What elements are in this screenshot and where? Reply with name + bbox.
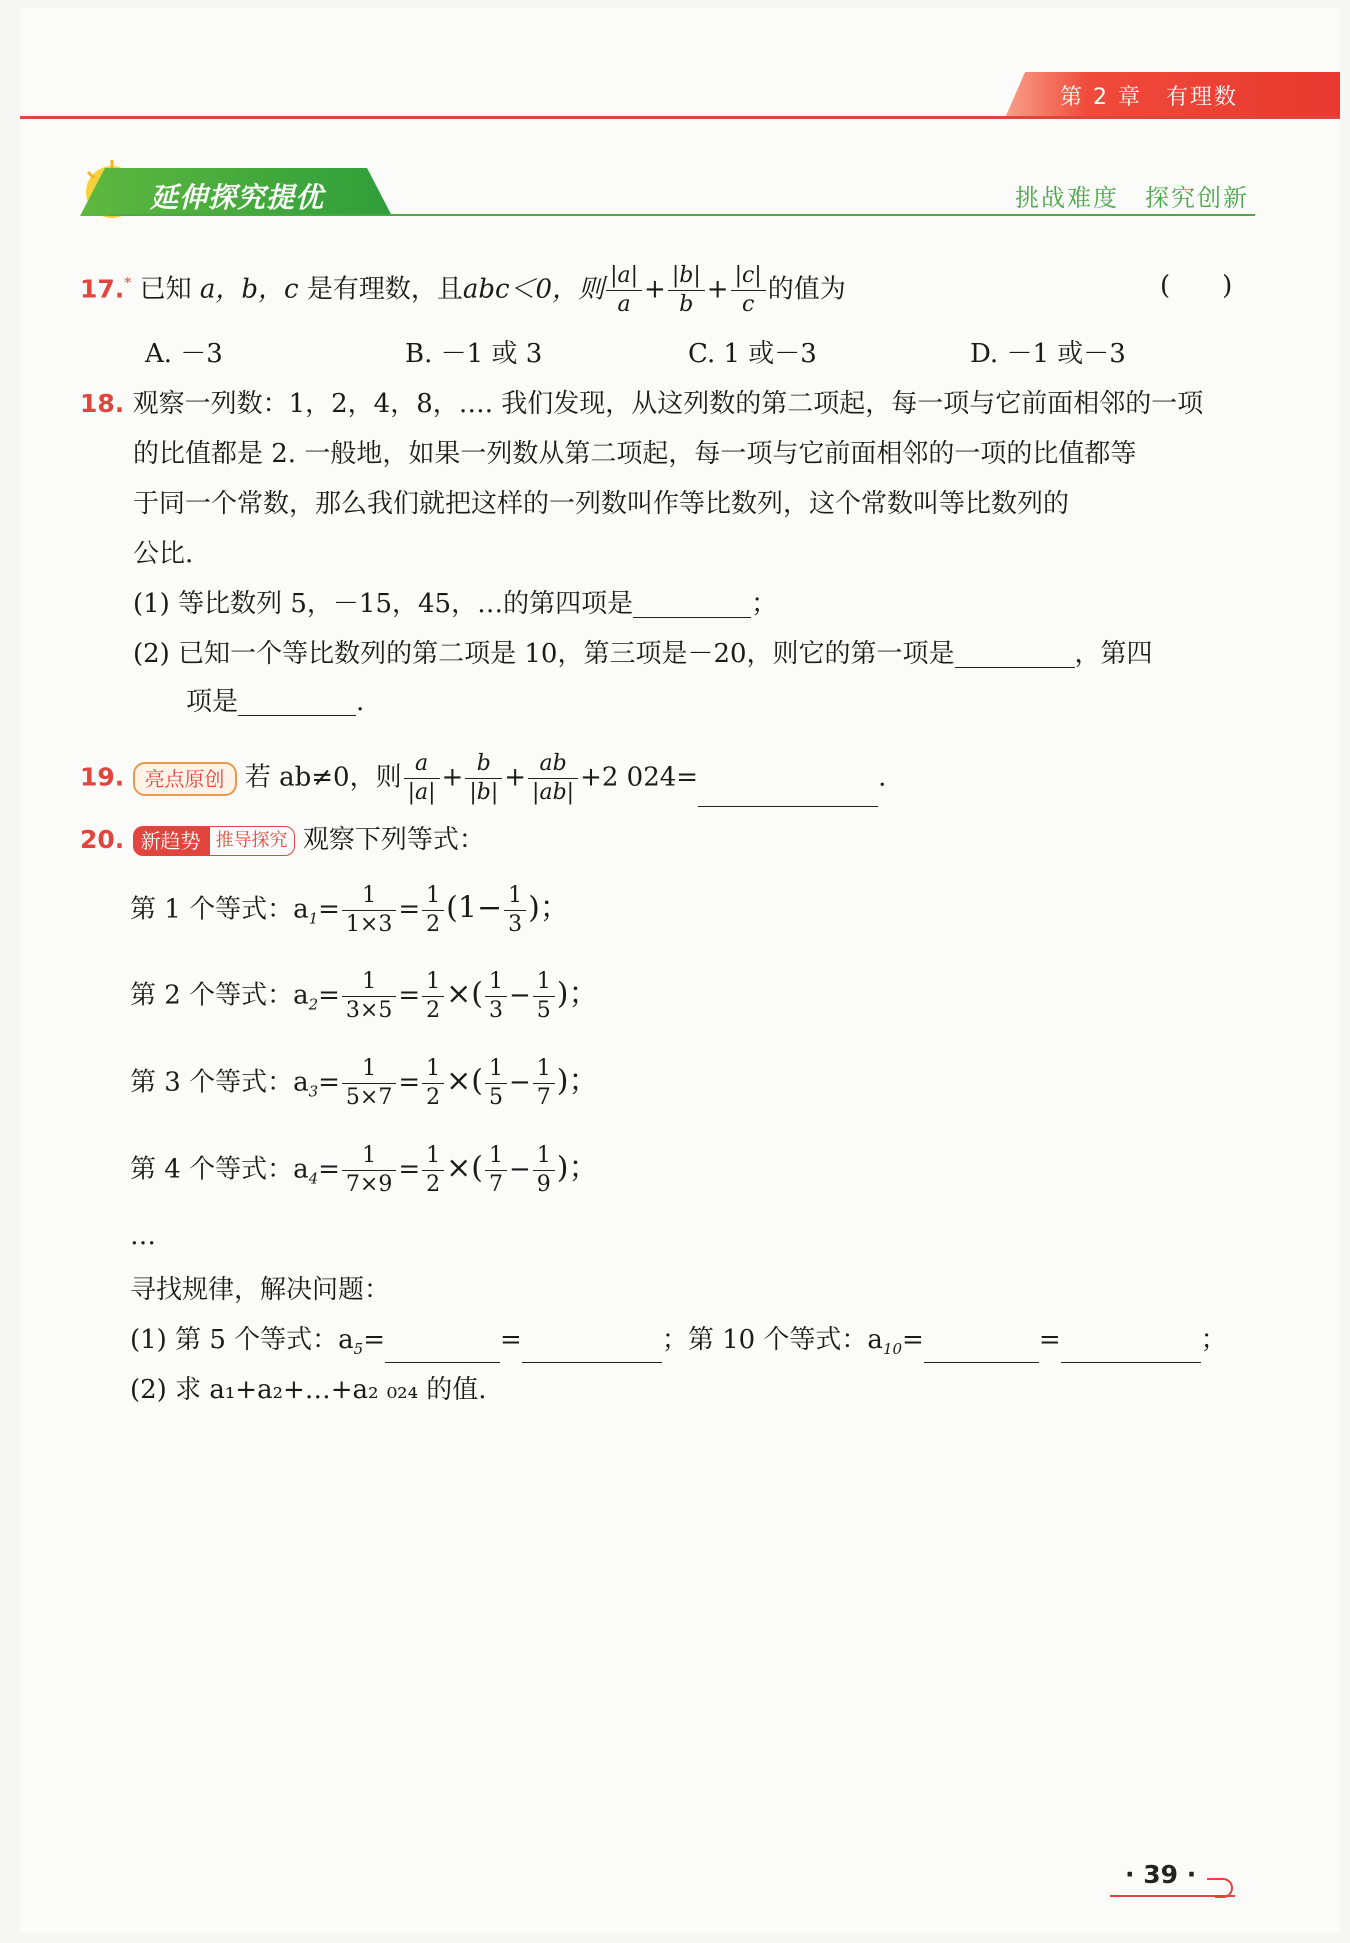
question-18: [80, 390, 1203, 418]
curl-icon: [1205, 1875, 1235, 1899]
answer-blank[interactable]: [1061, 1338, 1201, 1363]
fraction: $\frac{|c|}{c}$: [731, 262, 766, 319]
equation-2: 第 2 个等式：$a_2=$ $\frac{1}{3\times 5}$ = $\frac{1}{2}$ ×( $\frac{1}{3}$ − $\frac{1}{5}$ )；: [130, 969, 599, 1023]
question-number: 18.: [80, 389, 125, 418]
option-b: B. －1 或 3: [405, 339, 543, 369]
fraction: $\frac{1}{3}$: [485, 968, 507, 1025]
question-19: 19. 亮点原创 若 ab≠0，则 $\frac{a}{|a|}$ + $\frac{b}{|b|}$ + $\frac{ab}{|ab|}$ +2 024= .: [80, 751, 887, 805]
section-title: 延伸探究提优: [150, 181, 325, 214]
explore-tag: 推导探究: [209, 826, 295, 856]
chapter-title: 第 2 章 有理数: [1060, 85, 1238, 110]
fraction: $\frac{1}{2}$: [422, 882, 444, 939]
q18-line: 公比.: [133, 539, 194, 569]
fraction: $\frac{1}{9}$: [533, 1142, 555, 1199]
question-20: [80, 826, 485, 856]
fraction: $\frac{1}{5}$: [533, 968, 555, 1025]
question-number: 19.: [80, 762, 125, 792]
trend-tag: 新趋势: [133, 826, 209, 856]
original-tag: 亮点原创: [133, 762, 237, 796]
answer-blank[interactable]: [698, 782, 878, 807]
q20-sub1: (1) 第 5 个等式：$a_5=$ = ；第 10 个等式：$a_{10}=$ = ；: [130, 1326, 1227, 1363]
option-a: A. －3: [145, 339, 223, 369]
section-rule: [110, 214, 1255, 216]
q18-sub1: (1) 等比数列 5，－15，45，…的第四项是 ；: [133, 589, 778, 619]
answer-blank[interactable]: [385, 1338, 500, 1363]
equation-3: 第 3 个等式：$a_3=$ $\frac{1}{5\times 7}$ = $\frac{1}{2}$ ×( $\frac{1}{5}$ − $\frac{1}{7}$ )；: [130, 1056, 599, 1110]
q18-sub2: (2) 已知一个等比数列的第二项是 10，第三项是－20，则它的第一项是 ，第四: [133, 639, 1153, 669]
fraction: $\frac{|a|}{a}$: [606, 262, 642, 319]
fraction: $\frac{1}{7\times 9}$: [342, 1142, 396, 1199]
equation-1: 第 1 个等式：$a_1=$ $\frac{1}{1\times 3}$ = $\frac{1}{2}$ (1− $\frac{1}{3}$ )；: [130, 883, 570, 937]
fraction: $\frac{1}{7}$: [485, 1142, 507, 1199]
answer-blank[interactable]: [955, 643, 1075, 668]
equation-4: 第 4 个等式：$a_4=$ $\frac{1}{7\times 9}$ = $\frac{1}{2}$ ×( $\frac{1}{7}$ − $\frac{1}{9}$ )；: [130, 1143, 599, 1197]
fraction: $\frac{1}{1\times 3}$: [342, 882, 396, 939]
fraction: $\frac{1}{2}$: [422, 1142, 444, 1199]
option-c: C. 1 或－3: [688, 339, 817, 369]
ellipsis: …: [130, 1221, 156, 1251]
q17-vars: a，b，c: [199, 274, 299, 305]
fraction: $\frac{1}{2}$: [422, 968, 444, 1025]
fraction: $\frac{1}{3\times 5}$: [342, 968, 396, 1025]
q18-sub2-cont: 项是 .: [186, 687, 365, 717]
fraction: $\frac{a}{|a|}$: [404, 750, 440, 807]
fraction: $\frac{1}{7}$: [533, 1055, 555, 1112]
star-mark: *: [124, 275, 132, 292]
fraction: $\frac{1}{5}$: [485, 1055, 507, 1112]
q18-line: 的比值都是 2. 一般地，如果一列数从第二项起，每一项与它前面相邻的一项的比值都等: [133, 439, 1137, 469]
q18-line: 于同一个常数，那么我们就把这样的一列数叫作等比数列，这个常数叫等比数列的: [133, 489, 1070, 519]
fraction: $\frac{ab}{|ab|}$: [528, 750, 578, 807]
fraction: $\frac{1}{2}$: [422, 1055, 444, 1112]
q17-tail: 的值为: [767, 274, 846, 305]
question-number: 20.: [80, 825, 125, 854]
answer-blank[interactable]: [924, 1338, 1039, 1363]
answer-paren: ( ): [1160, 271, 1233, 301]
q19-stem: 若 ab≠0，则: [244, 762, 402, 793]
q20-stem: 观察下列等式：: [302, 825, 485, 855]
question-number: 17.: [80, 274, 125, 304]
q17-stem-2: 是有理数，且: [306, 274, 463, 305]
fraction: $\frac{|b|}{b}$: [668, 262, 705, 319]
q17-stem: 已知: [139, 274, 192, 305]
answer-blank[interactable]: [238, 691, 356, 716]
header-rule: [20, 116, 1340, 119]
q18-line: 观察一列数：1，2，4，8，…. 我们发现，从这列数的第二项起，每一项与它前面相邻的一项: [132, 389, 1204, 419]
page-number: · 39 ·: [1125, 1860, 1197, 1889]
fraction: $\frac{b}{|b|}$: [465, 750, 502, 807]
answer-blank[interactable]: [522, 1338, 662, 1363]
q20-sub2: (2) 求 a₁+a₂+…+a₂ ₀₂₄ 的值.: [130, 1375, 487, 1405]
find-rule: 寻找规律，解决问题：: [130, 1275, 391, 1305]
section-slogan: 挑战难度 探究创新: [1015, 184, 1249, 212]
fraction: $\frac{1}{5\times 7}$: [342, 1055, 396, 1112]
q17-condition: abc＜0，则: [462, 274, 605, 305]
question-17: 17.* 已知 a，b，c 是有理数，且abc＜0，则 $\frac{|a|}{a}$ + $\frac{|b|}{b}$ + $\frac{|c|}{c}$ 的值为: [80, 263, 846, 317]
option-d: D. －1 或－3: [970, 339, 1126, 369]
answer-blank[interactable]: [633, 593, 751, 618]
fraction: $\frac{1}{3}$: [504, 882, 526, 939]
